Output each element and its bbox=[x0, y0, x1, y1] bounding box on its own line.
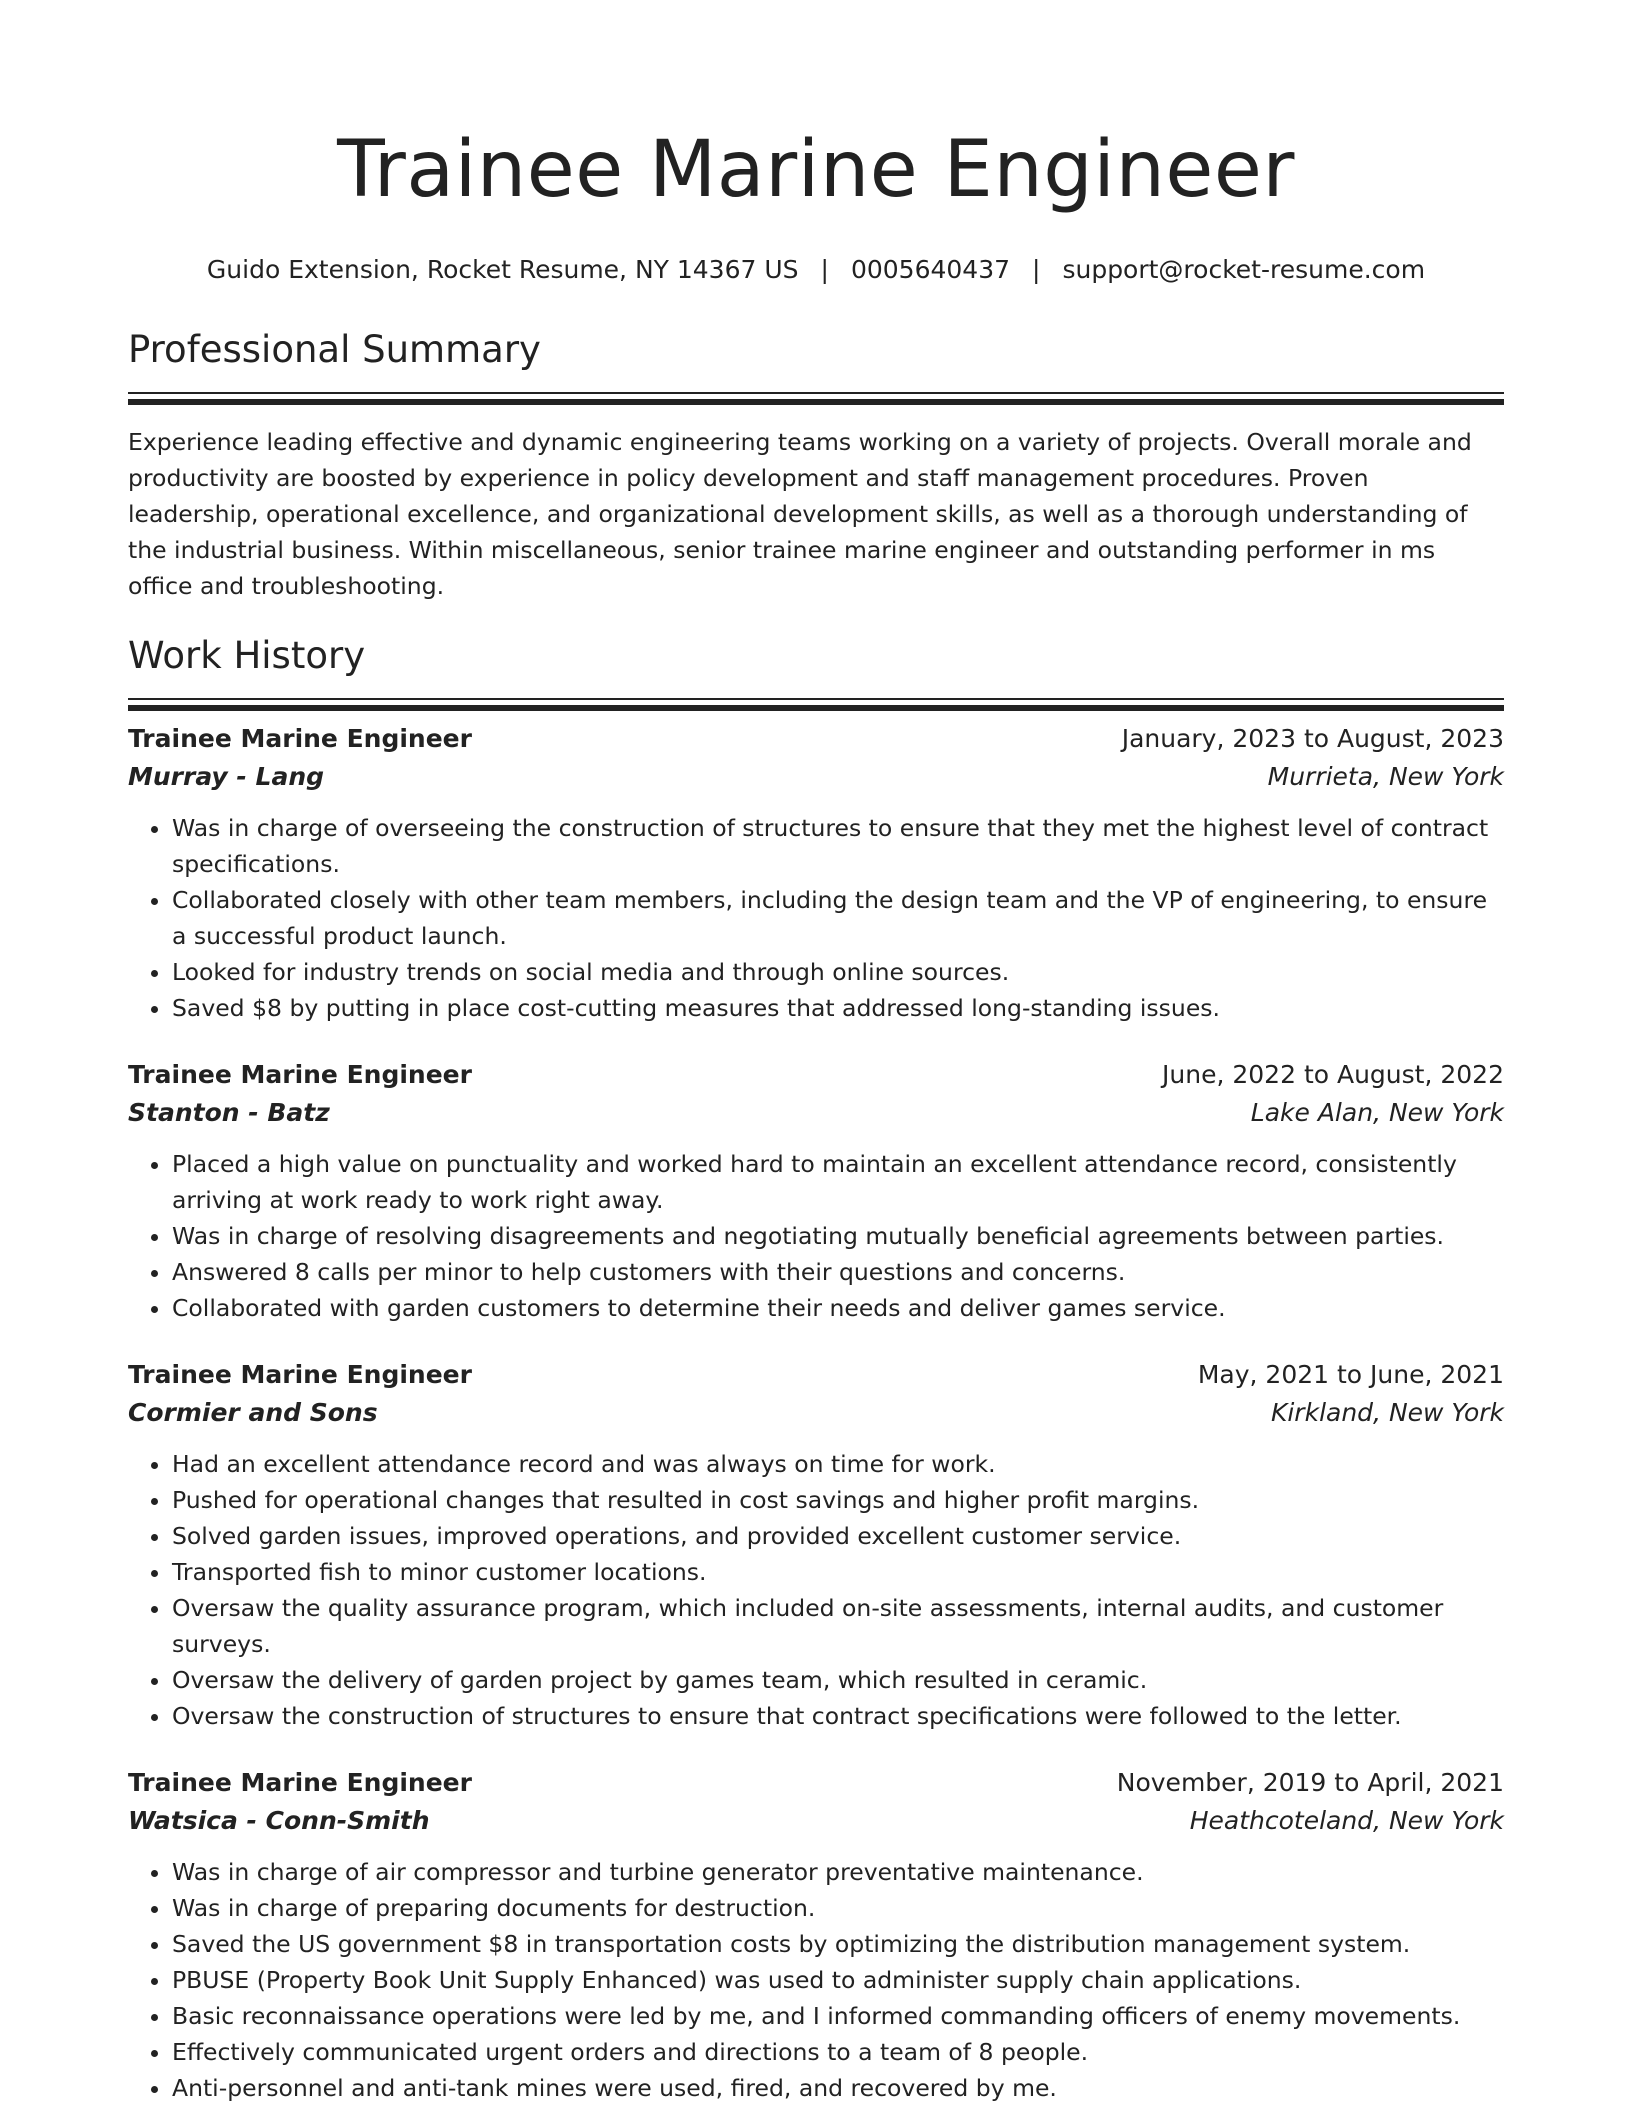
job-bullet: • Saved the US government $8 in transportation costs by optimizing the distribution management system. bbox=[172, 1926, 1504, 1962]
job-bullet-list bbox=[128, 1446, 1504, 1734]
contact-separator: | bbox=[820, 255, 829, 284]
job-company: Stanton - Batz bbox=[128, 1098, 330, 1127]
job-company: Watsica - Conn-Smith bbox=[128, 1806, 430, 1835]
job-company-row bbox=[128, 1094, 1504, 1132]
job-bullet-list bbox=[128, 810, 1504, 1026]
job-bullet: • Anti-personnel and anti-tank mines were used, fired, and recovered by me. bbox=[172, 2070, 1504, 2106]
section-divider bbox=[128, 698, 1504, 700]
job-bullet-list bbox=[128, 1146, 1504, 1326]
work-history-list bbox=[128, 720, 1504, 2106]
contact-phone: 0005640437 bbox=[850, 255, 1011, 284]
job-company: Murray - Lang bbox=[128, 762, 325, 791]
work-history-heading: Work History bbox=[128, 634, 366, 677]
contact-separator: | bbox=[1032, 255, 1041, 284]
job-bullet: • Basic reconnaissance operations were led by me, and I informed commanding officers of enemy movements. bbox=[172, 1998, 1504, 2034]
job-location: Murrieta, New York bbox=[1267, 762, 1504, 791]
job-title: Trainee Marine Engineer bbox=[128, 1060, 472, 1089]
job-bullet: • Oversaw the delivery of garden project by games team, which resulted in ceramic. bbox=[172, 1662, 1504, 1698]
job-dates: November, 2019 to April, 2021 bbox=[1116, 1768, 1504, 1797]
job-bullet: • Collaborated closely with other team members, including the design team and the VP of engineering, to ensure a successful product launch. bbox=[172, 882, 1504, 954]
job-bullet: • Was in charge of preparing documents for destruction. bbox=[172, 1890, 1504, 1926]
job-company-row bbox=[128, 1802, 1504, 1840]
job-bullet: • Saved $8 by putting in place cost-cutting measures that addressed long-standing issues. bbox=[172, 990, 1504, 1026]
job-entry bbox=[128, 1764, 1504, 2106]
job-bullet: • Transported fish to minor customer locations. bbox=[172, 1554, 1504, 1590]
job-location: Lake Alan, New York bbox=[1250, 1098, 1504, 1127]
job-title: Trainee Marine Engineer bbox=[128, 1360, 472, 1389]
job-dates: May, 2021 to June, 2021 bbox=[1197, 1360, 1504, 1389]
contact-line bbox=[128, 254, 1504, 286]
contact-email: support@rocket-resume.com bbox=[1062, 255, 1426, 284]
job-dates: January, 2023 to August, 2023 bbox=[1121, 724, 1504, 753]
resume-title: Trainee Marine Engineer bbox=[337, 125, 1295, 215]
job-location: Kirkland, New York bbox=[1270, 1398, 1504, 1427]
job-bullet: • Placed a high value on punctuality and worked hard to maintain an excellent attendance record, consistently arriving at work ready to work right away. bbox=[172, 1146, 1504, 1218]
job-bullet: • Oversaw the construction of structures to ensure that contract specifications were followed to the letter. bbox=[172, 1698, 1504, 1734]
job-bullet: • Was in charge of overseeing the construction of structures to ensure that they met the highest level of contract specifications. bbox=[172, 810, 1504, 882]
job-header-row bbox=[128, 1356, 1504, 1394]
job-bullet: • Pushed for operational changes that resulted in cost savings and higher profit margins. bbox=[172, 1482, 1504, 1518]
job-entry bbox=[128, 720, 1504, 1026]
job-title: Trainee Marine Engineer bbox=[128, 1768, 472, 1797]
job-bullet: • PBUSE (Property Book Unit Supply Enhanced) was used to administer supply chain applications. bbox=[172, 1962, 1504, 1998]
job-location: Heathcoteland, New York bbox=[1189, 1806, 1504, 1835]
job-bullet: • Oversaw the quality assurance program, which included on-site assessments, internal audits, and customer surveys. bbox=[172, 1590, 1504, 1662]
contact-address: Guido Extension, Rocket Resume, NY 14367 US bbox=[206, 255, 799, 284]
job-header-row bbox=[128, 1764, 1504, 1802]
job-header-row bbox=[128, 720, 1504, 758]
summary-text: Experience leading effective and dynamic engineering teams working on a variety of projects. Overall morale and productivity are boosted by experience in policy development and staff management procedures. Proven leadership, operational excellence, and organizational development skills, as well as a thorough understanding of the industrial business. Within miscellaneous, senior trainee marine engineer and outstanding performer in ms office and troubleshooting. bbox=[128, 428, 1472, 600]
section-divider bbox=[128, 392, 1504, 394]
job-bullet: • Effectively communicated urgent orders and directions to a team of 8 people. bbox=[172, 2034, 1504, 2070]
job-company-row bbox=[128, 758, 1504, 796]
job-company: Cormier and Sons bbox=[128, 1398, 378, 1427]
job-entry bbox=[128, 1356, 1504, 1734]
job-title: Trainee Marine Engineer bbox=[128, 724, 472, 753]
job-bullet: • Collaborated with garden customers to determine their needs and deliver games service. bbox=[172, 1290, 1504, 1326]
job-company-row bbox=[128, 1394, 1504, 1432]
job-bullet: • Had an excellent attendance record and was always on time for work. bbox=[172, 1446, 1504, 1482]
job-bullet: • Solved garden issues, improved operations, and provided excellent customer service. bbox=[172, 1518, 1504, 1554]
job-bullet: • Answered 8 calls per minor to help customers with their questions and concerns. bbox=[172, 1254, 1504, 1290]
job-header-row bbox=[128, 1056, 1504, 1094]
job-entry bbox=[128, 1056, 1504, 1326]
job-bullet-list bbox=[128, 1854, 1504, 2106]
summary-heading: Professional Summary bbox=[128, 328, 541, 371]
job-bullet: • Looked for industry trends on social media and through online sources. bbox=[172, 954, 1504, 990]
job-bullet: • Was in charge of air compressor and turbine generator preventative maintenance. bbox=[172, 1854, 1504, 1890]
job-bullet: • Was in charge of resolving disagreements and negotiating mutually beneficial agreements between parties. bbox=[172, 1218, 1504, 1254]
job-dates: June, 2022 to August, 2022 bbox=[1162, 1060, 1504, 1089]
